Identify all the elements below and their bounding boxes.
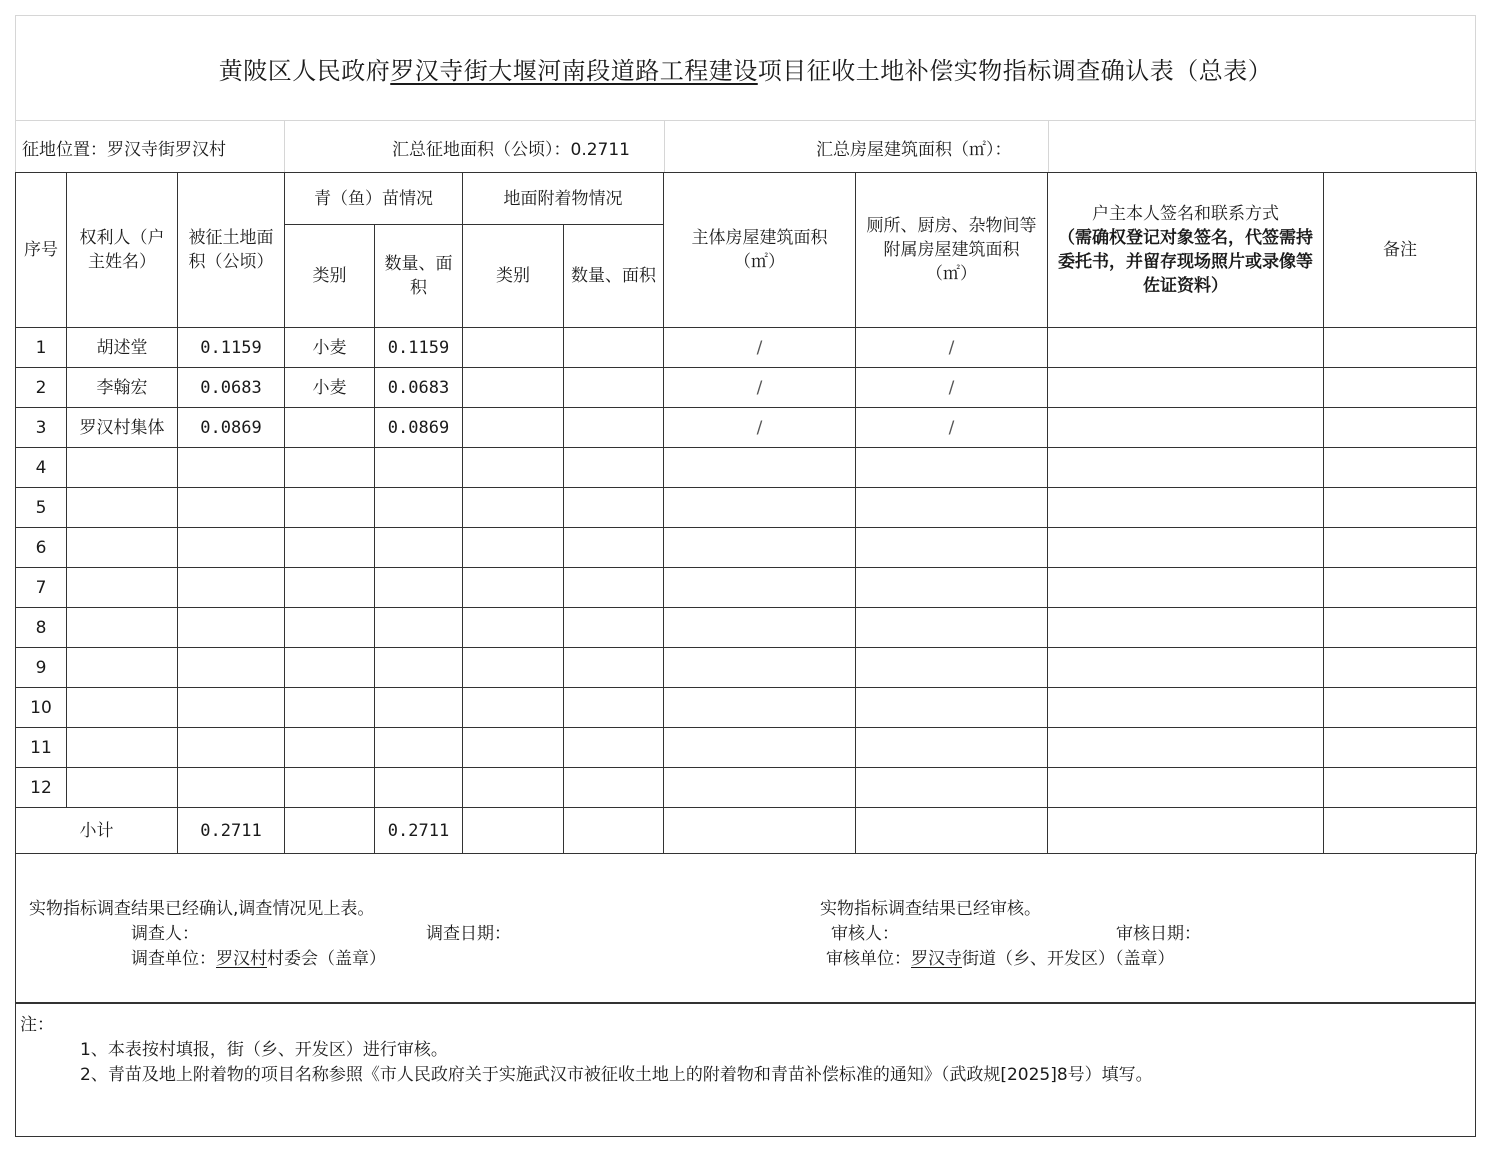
- crop-type-cell: [285, 688, 375, 728]
- land-area-cell: 0.0683: [178, 368, 285, 408]
- crop-qty-cell: [375, 608, 463, 648]
- crop-qty-cell: [375, 528, 463, 568]
- investigate-unit: [131, 944, 386, 969]
- table-row: [16, 608, 1477, 648]
- header-crop-type: 类别: [285, 225, 375, 328]
- owner-cell: [67, 648, 178, 688]
- land-area-cell: [178, 768, 285, 808]
- attach-qty-cell[interactable]: [564, 408, 664, 448]
- info-bar: [15, 120, 1476, 173]
- attach-type-cell[interactable]: [463, 328, 564, 368]
- remark-cell[interactable]: [1324, 648, 1477, 688]
- subtotal-signature: [1048, 808, 1324, 854]
- attach-qty-cell[interactable]: [564, 368, 664, 408]
- crop-type-cell: [285, 528, 375, 568]
- crop-type-cell: [285, 448, 375, 488]
- main-building-cell: [664, 488, 856, 528]
- subtotal-attach-type: [463, 808, 564, 854]
- main-building-cell: [664, 528, 856, 568]
- main-building-cell: [664, 728, 856, 768]
- header-attach-type: 类别: [463, 225, 564, 328]
- attach-type-cell[interactable]: [463, 488, 564, 528]
- remark-cell[interactable]: [1324, 368, 1477, 408]
- header-signature: [1048, 173, 1324, 328]
- total-land-area: 汇总征地面积（公顷）：0.2711: [392, 139, 630, 160]
- title-project-name: 罗汉寺街大堰河南段道路工程建设: [390, 56, 758, 85]
- remark-cell[interactable]: [1324, 408, 1477, 448]
- attach-type-cell[interactable]: [463, 648, 564, 688]
- seq-cell: 9: [16, 648, 67, 688]
- reviewer-label: 审核人：: [831, 924, 899, 944]
- aux-building-cell: /: [856, 328, 1048, 368]
- header-seq: 序号: [16, 173, 67, 328]
- remark-cell[interactable]: [1324, 768, 1477, 808]
- investigate-unit-suffix: 村委会（盖章）: [267, 949, 386, 969]
- signature-title: 户主本人签名和联系方式: [1092, 204, 1279, 224]
- main-building-cell: /: [664, 328, 856, 368]
- aux-building-cell: [856, 488, 1048, 528]
- divider: [1048, 121, 1049, 173]
- header-crops: 青（鱼）苗情况: [285, 173, 463, 225]
- table-row: [16, 728, 1477, 768]
- attach-qty-cell[interactable]: [564, 648, 664, 688]
- title-suffix: 项目征收土地补偿实物指标调查确认表（总表）: [757, 56, 1273, 85]
- main-building-cell: /: [664, 408, 856, 448]
- seq-cell: 11: [16, 728, 67, 768]
- subtotal-label: 小计: [16, 808, 178, 854]
- header-aux-building: 厕所、厨房、杂物间等附属房屋建筑面积（㎡）: [856, 173, 1048, 328]
- seq-cell: 7: [16, 568, 67, 608]
- main-building-cell: /: [664, 368, 856, 408]
- remark-cell[interactable]: [1324, 608, 1477, 648]
- aux-building-cell: [856, 688, 1048, 728]
- crop-qty-cell: [375, 648, 463, 688]
- crop-type-cell: [285, 768, 375, 808]
- attach-type-cell[interactable]: [463, 768, 564, 808]
- aux-building-cell: /: [856, 408, 1048, 448]
- land-area-cell: [178, 488, 285, 528]
- investigator-label: 调查人：: [131, 924, 199, 944]
- owner-cell: [67, 688, 178, 728]
- crop-qty-cell: [375, 728, 463, 768]
- land-area-cell: [178, 648, 285, 688]
- aux-building-cell: [856, 768, 1048, 808]
- attach-qty-cell[interactable]: [564, 688, 664, 728]
- attach-qty-cell[interactable]: [564, 568, 664, 608]
- signature-cell[interactable]: [1048, 488, 1324, 528]
- attach-type-cell[interactable]: [463, 728, 564, 768]
- crop-type-cell: [285, 648, 375, 688]
- seq-cell: 5: [16, 488, 67, 528]
- seq-cell: 12: [16, 768, 67, 808]
- table-row: [16, 448, 1477, 488]
- investigate-date-label: 调查日期：: [426, 924, 511, 944]
- remark-cell[interactable]: [1324, 328, 1477, 368]
- confirmation-section: [15, 854, 1476, 1003]
- header-owner: 权利人（户主姓名）: [67, 173, 178, 328]
- header-main-building: 主体房屋建筑面积（㎡）: [664, 173, 856, 328]
- notes-label: 注：: [20, 1015, 54, 1035]
- attach-qty-cell[interactable]: [564, 728, 664, 768]
- attach-qty-cell[interactable]: [564, 448, 664, 488]
- main-building-cell: [664, 608, 856, 648]
- land-area-cell: 0.0869: [178, 408, 285, 448]
- owner-cell: 胡述堂: [67, 328, 178, 368]
- owner-cell: [67, 608, 178, 648]
- attach-qty-cell[interactable]: [564, 768, 664, 808]
- seq-cell: 3: [16, 408, 67, 448]
- main-building-cell: [664, 768, 856, 808]
- aux-building-cell: [856, 448, 1048, 488]
- owner-cell: [67, 768, 178, 808]
- title-bar: [15, 15, 1476, 120]
- signature-cell[interactable]: [1048, 688, 1324, 728]
- divider: [664, 121, 665, 173]
- owner-cell: [67, 528, 178, 568]
- table-row: [16, 488, 1477, 528]
- crop-type-cell: 小麦: [285, 368, 375, 408]
- attach-type-cell[interactable]: [463, 408, 564, 448]
- header-remarks: 备注: [1324, 173, 1477, 328]
- note-item-1: 1、本表按村填报，街（乡、开发区）进行审核。: [80, 1040, 448, 1060]
- aux-building-cell: [856, 528, 1048, 568]
- indicator-table: [15, 172, 1477, 854]
- seq-cell: 10: [16, 688, 67, 728]
- crop-qty-cell: 0.0869: [375, 408, 463, 448]
- crop-type-cell: [285, 488, 375, 528]
- signature-cell[interactable]: [1048, 528, 1324, 568]
- crop-qty-cell: 0.0683: [375, 368, 463, 408]
- main-building-cell: [664, 648, 856, 688]
- attach-qty-cell[interactable]: [564, 488, 664, 528]
- header-attach-qty: 数量、面积: [564, 225, 664, 328]
- subtotal-aux-building: [856, 808, 1048, 854]
- survey-form: [15, 15, 1476, 1137]
- title-prefix: 黄陂区人民政府: [218, 56, 391, 85]
- table-row: [16, 368, 1477, 408]
- divider: [284, 121, 285, 173]
- owner-cell: 李翰宏: [67, 368, 178, 408]
- main-building-cell: [664, 568, 856, 608]
- crop-qty-cell: 0.1159: [375, 328, 463, 368]
- aux-building-cell: [856, 648, 1048, 688]
- attach-type-cell[interactable]: [463, 688, 564, 728]
- attach-type-cell[interactable]: [463, 448, 564, 488]
- subtotal-crop-qty: 0.2711: [375, 808, 463, 854]
- subtotal-main-building: [664, 808, 856, 854]
- crop-qty-cell: [375, 568, 463, 608]
- crop-qty-cell: [375, 488, 463, 528]
- crop-qty-cell: [375, 688, 463, 728]
- seq-cell: 2: [16, 368, 67, 408]
- crop-type-cell: [285, 728, 375, 768]
- attach-qty-cell[interactable]: [564, 608, 664, 648]
- table-row: [16, 328, 1477, 368]
- investigate-unit-name: 罗汉村: [216, 949, 267, 969]
- page-title: [219, 51, 1273, 86]
- land-location: 征地位置：罗汉寺街罗汉村: [22, 139, 226, 160]
- table-row: [16, 688, 1477, 728]
- aux-building-cell: [856, 568, 1048, 608]
- seq-cell: 6: [16, 528, 67, 568]
- signature-cell[interactable]: [1048, 568, 1324, 608]
- seq-cell: 4: [16, 448, 67, 488]
- remark-cell[interactable]: [1324, 568, 1477, 608]
- table-row: [16, 528, 1477, 568]
- remark-cell[interactable]: [1324, 688, 1477, 728]
- land-area-cell: [178, 608, 285, 648]
- subtotal-attach-qty: [564, 808, 664, 854]
- header-attachments: 地面附着物情况: [463, 173, 664, 225]
- aux-building-cell: [856, 728, 1048, 768]
- crop-type-cell: [285, 408, 375, 448]
- table-row: [16, 408, 1477, 448]
- notes-section: [15, 1003, 1476, 1137]
- signature-cell[interactable]: [1048, 768, 1324, 808]
- signature-cell[interactable]: [1048, 648, 1324, 688]
- signature-cell[interactable]: [1048, 448, 1324, 488]
- remark-cell[interactable]: [1324, 528, 1477, 568]
- signature-cell[interactable]: [1048, 608, 1324, 648]
- signature-cell[interactable]: [1048, 328, 1324, 368]
- investigate-unit-label: 调查单位：: [131, 949, 216, 969]
- signature-cell[interactable]: [1048, 408, 1324, 448]
- owner-cell: [67, 568, 178, 608]
- review-unit: [826, 944, 1175, 969]
- land-area-cell: [178, 568, 285, 608]
- signature-requirement: （需确权登记对象签名，代签需持委托书，并留存现场照片或录像等佐证资料）: [1058, 228, 1313, 296]
- signature-cell[interactable]: [1048, 368, 1324, 408]
- signature-cell[interactable]: [1048, 728, 1324, 768]
- crop-type-cell: [285, 568, 375, 608]
- owner-cell: [67, 448, 178, 488]
- review-unit-name: 罗汉寺: [911, 949, 962, 969]
- seq-cell: 1: [16, 328, 67, 368]
- land-area-cell: [178, 448, 285, 488]
- remark-cell[interactable]: [1324, 488, 1477, 528]
- header-crop-qty: 数量、面积: [375, 225, 463, 328]
- attach-type-cell[interactable]: [463, 608, 564, 648]
- seq-cell: 8: [16, 608, 67, 648]
- table-row: [16, 648, 1477, 688]
- remark-cell[interactable]: [1324, 728, 1477, 768]
- review-unit-suffix: 街道（乡、开发区）（盖章）: [962, 949, 1175, 969]
- main-building-cell: [664, 448, 856, 488]
- crop-qty-cell: [375, 768, 463, 808]
- aux-building-cell: [856, 608, 1048, 648]
- land-area-cell: 0.1159: [178, 328, 285, 368]
- land-area-cell: [178, 528, 285, 568]
- land-area-cell: [178, 688, 285, 728]
- attach-qty-cell[interactable]: [564, 328, 664, 368]
- header-row: [16, 173, 1477, 225]
- aux-building-cell: /: [856, 368, 1048, 408]
- owner-cell: 罗汉村集体: [67, 408, 178, 448]
- survey-confirm-statement: 实物指标调查结果已经确认,调查情况见上表。: [29, 899, 375, 919]
- attach-type-cell[interactable]: [463, 568, 564, 608]
- attach-type-cell[interactable]: [463, 368, 564, 408]
- attach-qty-cell[interactable]: [564, 528, 664, 568]
- crop-type-cell: [285, 608, 375, 648]
- land-area-cell: [178, 728, 285, 768]
- crop-qty-cell: [375, 448, 463, 488]
- owner-cell: [67, 728, 178, 768]
- subtotal-crop-type: [285, 808, 375, 854]
- crop-type-cell: 小麦: [285, 328, 375, 368]
- table-row: [16, 768, 1477, 808]
- total-building-area-label: 汇总房屋建筑面积（㎡）：: [816, 139, 1012, 160]
- header-land-area: 被征土地面积（公顷）: [178, 173, 285, 328]
- remark-cell[interactable]: [1324, 448, 1477, 488]
- attach-type-cell[interactable]: [463, 528, 564, 568]
- review-unit-label: 审核单位：: [826, 949, 911, 969]
- review-date-label: 审核日期：: [1116, 924, 1201, 944]
- subtotal-remark: [1324, 808, 1477, 854]
- main-building-cell: [664, 688, 856, 728]
- review-confirm-statement: 实物指标调查结果已经审核。: [820, 899, 1041, 919]
- subtotal-land-area: 0.2711: [178, 808, 285, 854]
- note-item-2: 2、青苗及地上附着物的项目名称参照《市人民政府关于实施武汉市被征收土地上的附着物和青苗补偿标准的通知》（武政规[2025]8号）填写。: [80, 1065, 1153, 1085]
- table-row: [16, 568, 1477, 608]
- subtotal-row: [16, 808, 1477, 854]
- owner-cell: [67, 488, 178, 528]
